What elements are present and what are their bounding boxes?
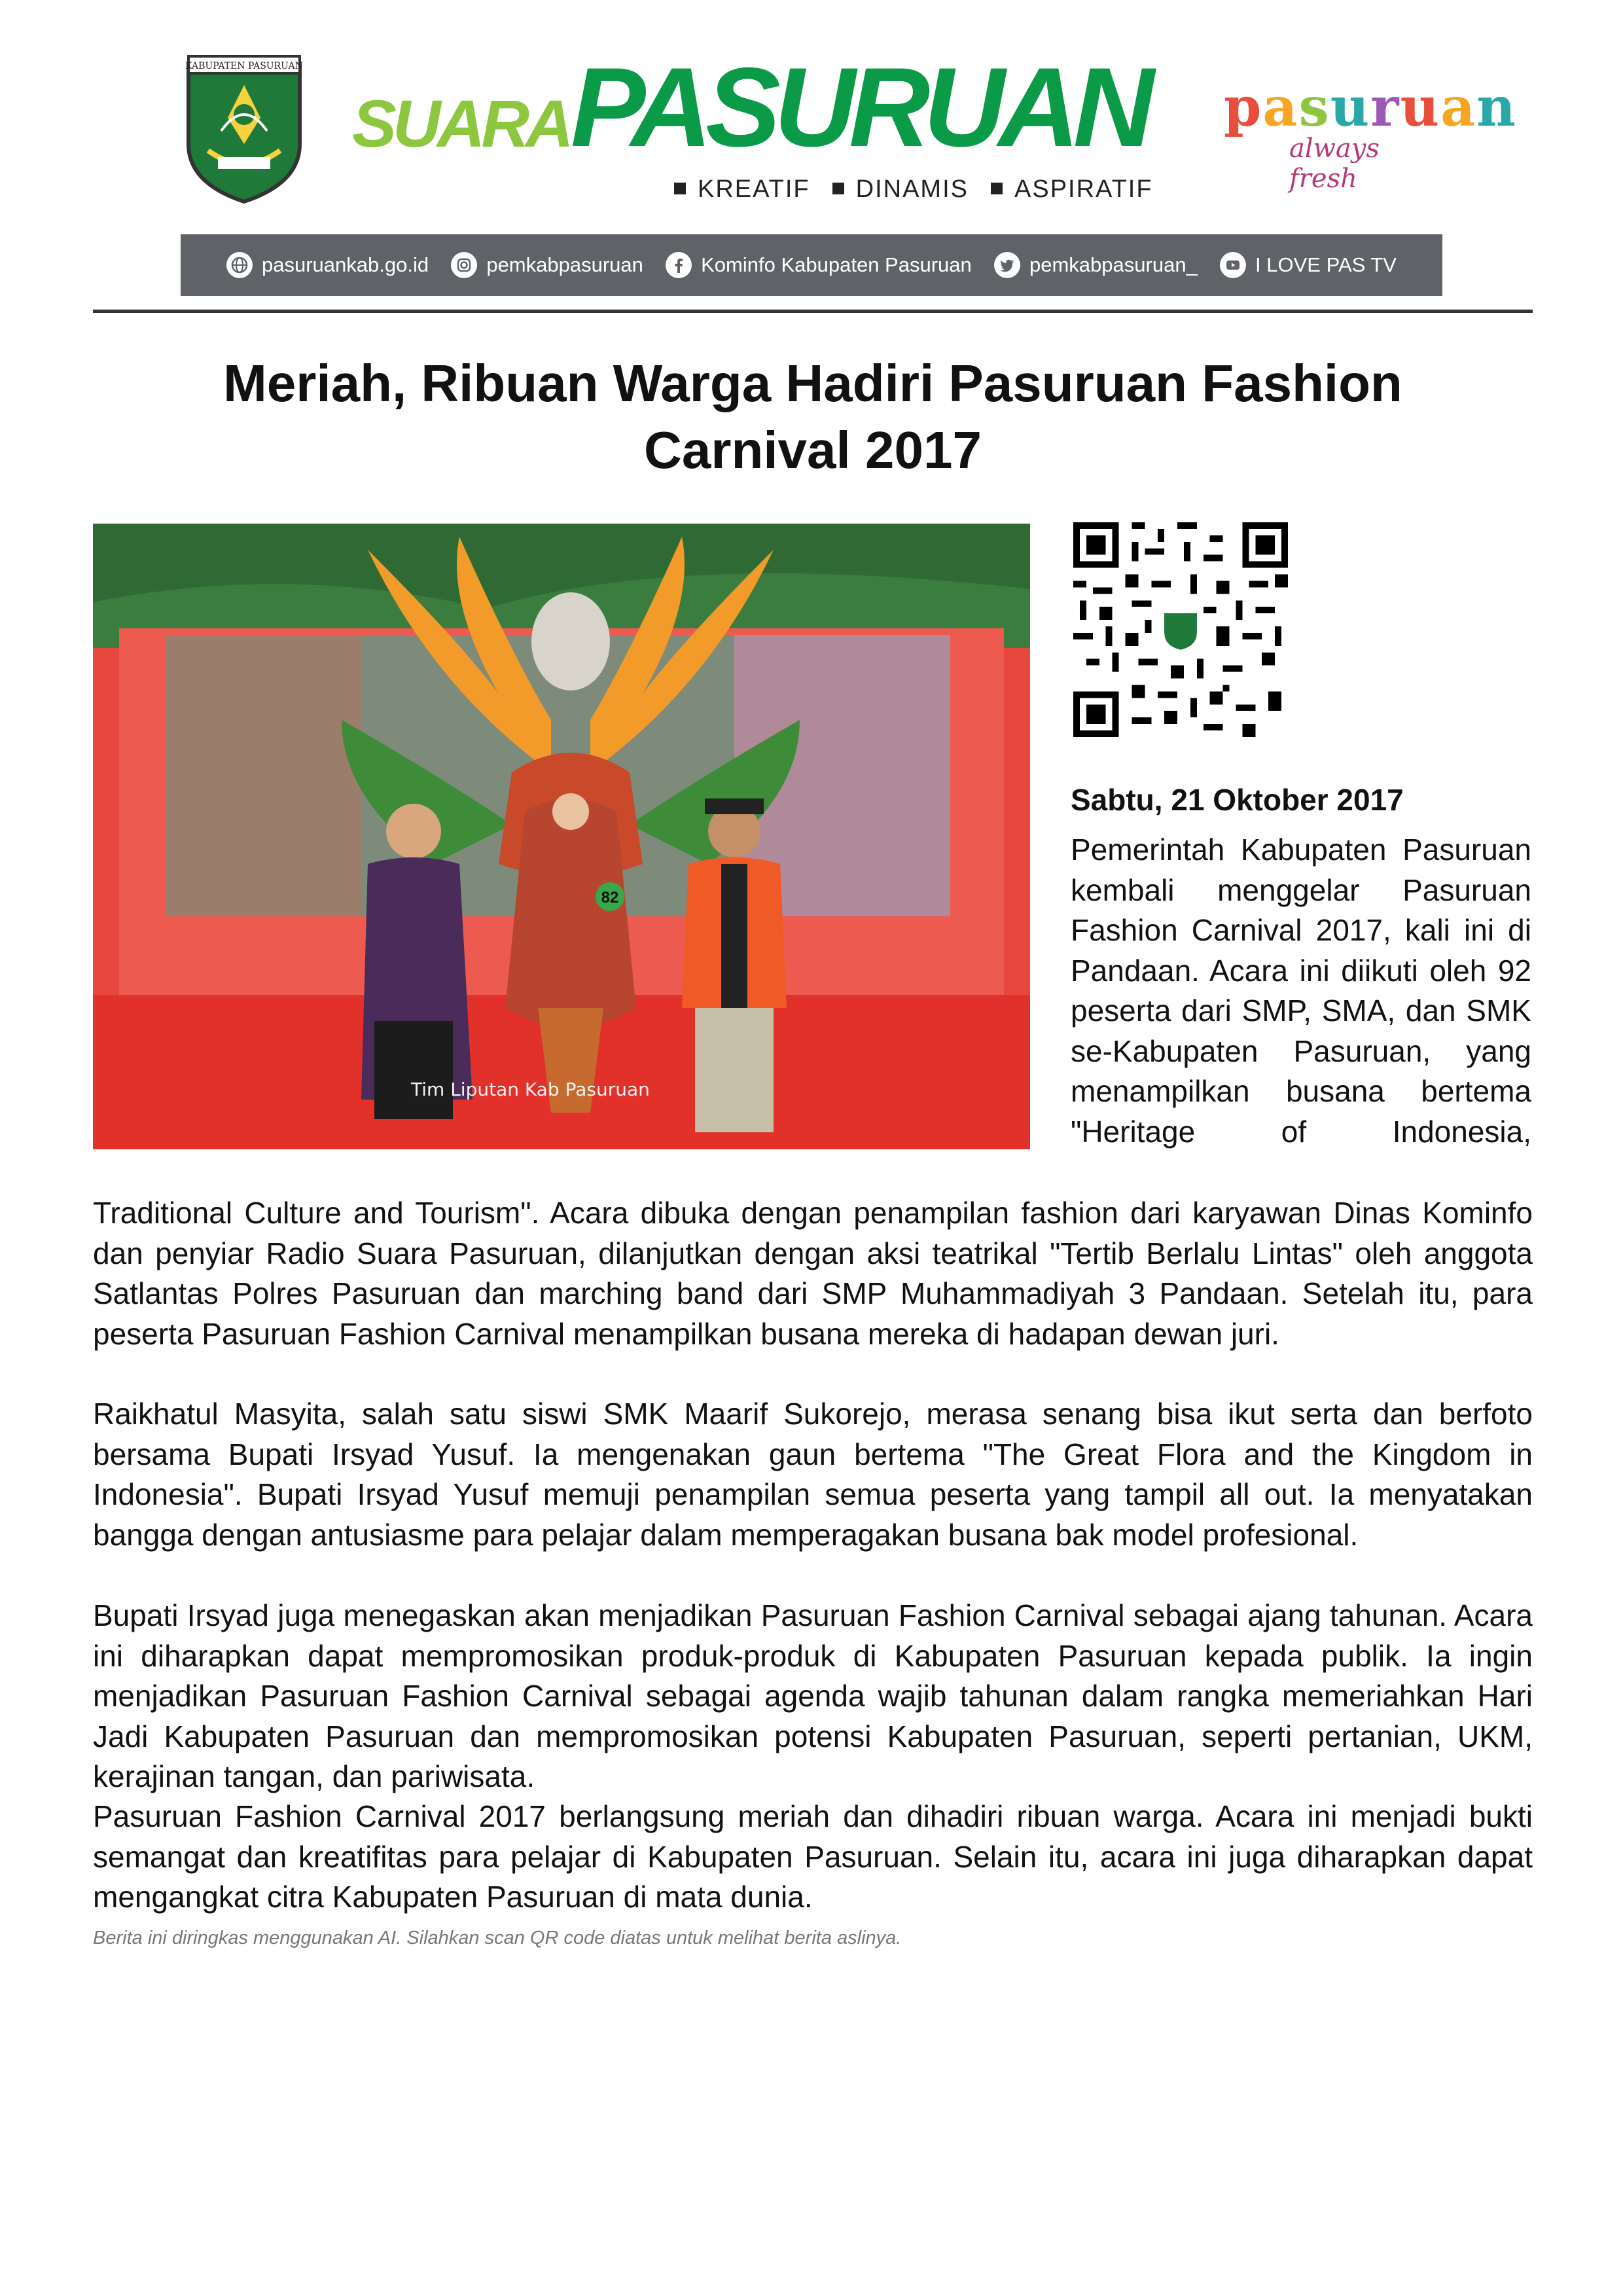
contestant-number: 82	[601, 889, 619, 906]
crest-text: KABUPATEN PASURUAN	[185, 61, 303, 71]
social-label: I LOVE PAS TV	[1255, 253, 1397, 276]
article-paragraph-intro: Pemerintah Kabupaten Pasuruan kembali menggelar Pasuruan Fashion Carnival 2017, kali ini di Pandaan. Acara ini diikuti oleh 92 peserta dari SMP, SMA, dan SMK se-Kabupaten Pasuruan, yang menampilkan busana bertema "Heritage of Indonesia,	[1071, 833, 1531, 1149]
facebook-icon	[666, 252, 692, 278]
header-divider	[93, 310, 1533, 313]
qr-code[interactable]	[1073, 522, 1288, 737]
regency-crest-logo	[182, 52, 306, 204]
brand-word: pasuruan	[1224, 76, 1517, 139]
tagline	[674, 175, 1153, 204]
social-label: pasuruankab.go.id	[262, 253, 429, 276]
social-youtube[interactable]	[1220, 252, 1397, 278]
tagline-item: KREATIF	[674, 175, 810, 204]
social-twitter[interactable]	[994, 252, 1198, 278]
tagline-item: ASPIRATIF	[991, 175, 1153, 204]
instagram-icon	[451, 252, 477, 278]
headline-line: Carnival 2017	[644, 421, 982, 479]
twitter-icon	[994, 252, 1020, 278]
social-website[interactable]	[226, 252, 429, 278]
globe-icon	[226, 252, 253, 278]
article-paragraph: Raikhatul Masyita, salah satu siswi SMK Maarif Sukorejo, merasa senang bisa ikut serta dan berfoto bersama Bupati Irsyad Yusuf. Ia mengenakan gaun bertema "The Great Flora and the Kingdom in Indonesia". Bupati Irsyad Yusuf memuji penampilan semua peserta yang tampil all out. Ia menyatakan bangga dengan antusiasme para pelajar dalam memperagakan busana bak model profesional.	[93, 1397, 1533, 1552]
social-label: pemkabpasuruan	[486, 253, 643, 276]
brand-tagline: always fresh	[1289, 134, 1380, 194]
social-media-bar	[181, 234, 1442, 296]
square-bullet-icon	[674, 183, 686, 194]
logo-suara: SUARA	[352, 86, 570, 161]
social-instagram[interactable]	[451, 252, 643, 278]
square-bullet-icon	[832, 183, 844, 194]
logo-pasuruan: PASURUAN	[571, 45, 1148, 170]
article-headline	[93, 350, 1533, 484]
social-label: pemkabpasuruan_	[1029, 253, 1198, 276]
square-bullet-icon	[991, 183, 1003, 194]
article-paragraph: Bupati Irsyad juga menegaskan akan menjadikan Pasuruan Fashion Carnival sebagai ajang tahunan. Acara ini diharapkan dapat mempromosikan produk-produk di Kabupaten Pasuruan kepada publik. Ia ingin menjadikan Pasuruan Fashion Carnival sebagai agenda wajib tahunan dalam rangka memeriahkan Hari Jadi Kabupaten Pasuruan dan mempromosikan potensi Kabupaten Pasuruan, seperti pertanian, UKM, kerajinan tangan, dan pariwisata.	[93, 1598, 1533, 1793]
photo-caption: Tim Liputan Kab Pasuruan	[411, 1079, 650, 1100]
article-date: Sabtu, 21 Oktober 2017	[1071, 783, 1404, 817]
ai-summary-footnote: Berita ini diringkas menggunakan AI. Silahkan scan QR code diatas untuk melihat berita aslinya.	[93, 1928, 902, 1948]
pasuruan-always-fresh-logo	[1217, 76, 1517, 194]
social-facebook[interactable]	[666, 252, 972, 278]
youtube-icon	[1220, 252, 1246, 278]
headline-line: Meriah, Ribuan Warga Hadiri Pasuruan Fashion	[223, 354, 1402, 412]
social-label: Kominfo Kabupaten Pasuruan	[701, 253, 972, 276]
tagline-item: DINAMIS	[832, 175, 969, 204]
article-paragraph-intro-continued: Traditional Culture and Tourism". Acara dibuka dengan penampilan fashion dari karyawan Dinas Kominfo dan penyiar Radio Suara Pasuruan, dilanjutkan dengan aksi teatrikal "Tertib Berlalu Lintas" oleh anggota Satlantas Polres Pasuruan dan marching band dari SMP Muhammadiyah 3 Pandaan. Setelah itu, para peserta Pasuruan Fashion Carnival menampilkan busana mereka di hadapan dewan juri.	[93, 1196, 1533, 1351]
article-photo	[93, 524, 1030, 1149]
article-paragraph: Pasuruan Fashion Carnival 2017 berlangsung meriah dan dihadiri ribuan warga. Acara ini menjadi bukti semangat dan kreatifitas para pelajar di Kabupaten Pasuruan. Selain itu, acara ini juga diharapkan dapat mengangkat citra Kabupaten Pasuruan di mata dunia.	[93, 1799, 1533, 1914]
